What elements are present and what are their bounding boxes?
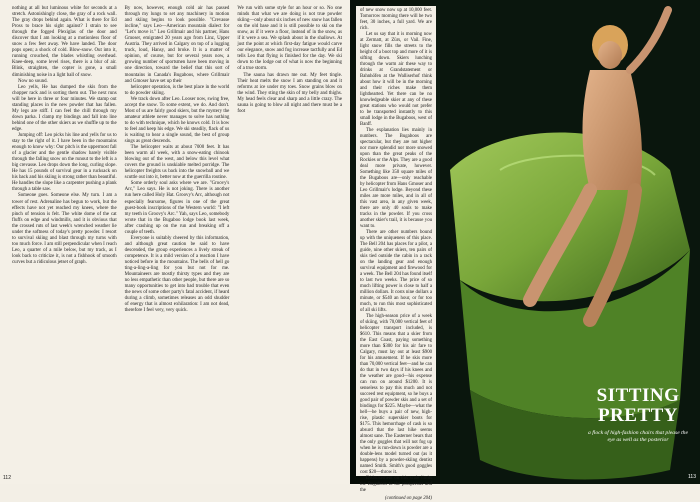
left-text-page <box>0 0 350 484</box>
paragraph: Jumping off: Leo picks his line and yells for us to stay to the right of it. I have been in the mountains enough to know why: Our pitch is the uppermost fall of a glacier and the gentle shadow barely visible through the falling snow on the runout to the left is a big crevasse. Leo drops down the long, curling slope. He has 15 pounds of survival gear in a rucksack on his back and his skiing is strong rather than beautiful. He handles the slope like a carpenter pushing a plank through a table saw. <box>12 132 117 193</box>
text-column-1 <box>12 6 117 468</box>
paragraph: Some orderly soul asks where we are. "Groovy's Arc," Leo says. He is not joking. There is another run here called Holy Hat. Groovy's Arc, although not especially fearsome, figures in one of the great guest-book inscriptions of the Western world: "I left my teeth in Groovy's Arc." Yah, says Leo, somebody wrote that in the Bugaboo lodge book last week, after crashing up on the run and breaking off a couple of teeth. <box>124 181 230 235</box>
paragraph: The explanation lies mainly in numbers. The Bugaboos are spectacular, but they are not higher nor more splendid nor more snowed upon than the great peaks of the Rockies or the Alps. They are a good deal more private, however. Something like 350 square miles of the Bugaboos are—only reachable by helicopter from Hans Gmoser and Leo Grillmair's lodge. Beyond these miles are more miles, and in all of this vast area, in any given week, there are only 40 souls to make tracks in the powder. If you cross another skier's trail, it is because you want to. <box>360 128 432 229</box>
page-number-left: 112 <box>3 475 11 481</box>
paragraph: nothing at all but luminous white for seconds at a stretch. Astonishingly close, the gray of a rock wall. The gray drops behind again. What is there for Ed Pross to brace his sight against? I strain to see through the fogged Plexiglas of the door and discover that I am looking at a motionless floor of snow a few feet away. We have landed. The door pops open; a shock of cold. Blow-snow. Out into it, running crouched, the blades whistling overhead. Knee-deep, some level rises, there is a blur of air. Blink, straighten, the copter is gone, a small diminishing noise in a light ball of snow. <box>12 6 117 78</box>
feature-headline <box>588 386 688 444</box>
right-text-column <box>356 6 436 501</box>
paragraph: Leo yells, He has dumped the skis from the chopper rack and is sorting them out. The next runs will be here in three or four minutes. We stamp out standing places in the new powder that has fallen. My legs are stiff. I can feel the chill through my down parka. I clamp my bindings and fall into line behind one of the other skiers as we shuffle up to the edge. <box>12 84 117 132</box>
text-column-3 <box>237 6 342 468</box>
paragraph: The helicopter waits at about 7000 feet. It has been warm all week, with a snow-eating chinook blowing out of the west, and below this level what covers the ground is unskiable melted porridge. The helicopter freights us back into the snowball and we scuttle out into it, better now at the guerrilla routine. <box>124 145 230 181</box>
text-columns <box>12 6 342 468</box>
paragraph: Let us say that it is morning now at Zermatt, at Zürs, or Vail. Fine, light snow fills the streets to the height of a boot top and more of it is sifting down. Skiers lunching through the warm air these way to drinks at Grandstatement or Bahnhöfen at the Walliserhof think about how it will be in the morning and their riches make them lighthearted. Yet there can be no knowledgeable skier at any of these great stations who would not prefer to be transported instantly to this small lodge in the Bugaboos, west of Banff. <box>360 32 432 127</box>
paragraph: Someone goes. Someone else. My turn. I am a tower of rest. Adrenaline has begun to work, but the effects have not yet reached my knees, where the pinch of tension is felt. The white dome of the cat fluffs on edge and windmills, and it is obvious that the crossed ruts of last week's wrenched weather lie under the softness of today's pretty powder. I resort to survival skiing and blast through my turns with too much force. I am still perpendicular when I reach Leo, a quarter of a mile below, but my track, as I look back to criticize it, is not a fishhook of smooth curves but a ridiculous jetset of graph. <box>12 193 117 265</box>
paragraph: Now no sound. <box>18 78 48 84</box>
right-photo-page <box>350 0 700 501</box>
headline-line-1: SITTING <box>596 385 680 406</box>
paragraph: of new snow now up at 10,000 feet. Tomorrow morning there will be two feet, 30 inches, a full yard. We are rich. <box>360 8 432 31</box>
text-column-2 <box>125 6 230 468</box>
paragraph: There are other numbers bound up with the uniqueness of this place. The Bell 204 has places for a pilot, a guide, nine other skiers, ten pairs of skis tied outside the cabin in a rack on the landing gear and enough survival equipment and firewood for a week. The Bell 204 has found itself to last two weeks. The price of so much lifting power is close to half a million dollars. It costs nine dollars a minute, or $540 an hour, or for too much, to run this most sophisticated of all ski lifts. <box>360 230 432 313</box>
paragraph: helicopter operation, is the best place in the world to do powder skiing. <box>124 84 230 96</box>
headline-dek: a flock of high-fashion chairs that please the eye as well as the posterior <box>588 430 688 443</box>
paragraph: Disbursement on this scale limits the Bugaboos to the prosperous and the <box>360 476 432 493</box>
paragraph: The high-season price of a week of skiing, with 70,000 vertical feet of helicopter transport included, is $610. This means that a skier from the East Coast, paying something more than $300 for his air fare to Calgary, must lay out at least $900 for his amusement. If he skis more than 70,000 vertical feet—and he can do that in two days if his knees and the weather are good—his expense can run on around $1200. It is senseless to pay this much and not succeed rest equipment, so he buys a good pair of powder skis and a set of bindings for $225. Maybe—what the hell—he buys a pair of new, high-rise, plastic superskier boots for $175. This hemorrhage of cash is so absurd that the last hike seems almost sane. The Easterner bears that the only goggles that will not fog up when he is run-down is powder are a double-lens model turned out (as it happens) by a powder-skiing dentist named Smith. Smith's good goggles cost $20—throw it. <box>360 314 432 475</box>
paragraph: We track down after Leo. Looser now, swing free, accept the snow. To some extent, we do. And don't. Most of us are fairly good skiers, but the mystery the amateur athlete never manages to solve has nothing to do with technique, which he knows cold. It is how to feel and keep his edge. We ski steadily, flack of us is waiting to hear a single sound, the best of group sings as great descends. <box>124 96 230 145</box>
paragraph: The sauna has drawn me out. My feet tingle. Their heat melts the snow I am standing on and it reforms at ice under my toes. Snow grains blow on the wind. They sting the skin of my belly and thighs. My head feels clear and sharp and a little crazy. The sauna is going to blow all night and there must be a foot <box>237 72 343 114</box>
paragraph: We run with some style for an hour or so. No one minds that what we are doing is not true powder skiing—only about six inches of new snow has fallen on the old base and it is still possible to ski on the snow, as if it were a floor, instead of in the snow, as if it were a sea. We splash about in the shallows. At just the point at which first-day fatigue would carve our elegance, snow and fog increase tactfully and Ed tells Leo that flying is finished for the day. We ski down to the lodge out of what is now the beginning of a true storm. <box>237 6 343 72</box>
page-number-right: 113 <box>688 474 696 480</box>
paragraph: By now, however, enough cold air has passed through my lungs to set any machinery in motion and skiing begins to look possible. "Crevasse incline," says Leo—American mountain dialect for "Let's move it." Leo Grillmair and his partner, Hans Gmoser, emigrated 20 years ago from Linz, Upper Austria. They arrived in Calgary on top of a lugging truck, loud, Hansy, and broke. It is a matter of opinion, of course, but for several years now, a growing number of sportsmen have been moving in one direction, toward the belief that this sort of mountains in Canada's Bugaboos, where Grillmair and Gmoser have set up their <box>124 6 230 84</box>
continued-note: (continued on page 204) <box>384 496 432 501</box>
paragraph: Everyone is suitably cheered by this information, and although great caution be said to have descended, the group experiences a lively streak of competence. It is a mild version of a reaction I have noticed before in the mountains. The bells of hell go ting-a-ling-a-ling for you but not for me. Mountaineers are mostly thirsty types and they are no less empathetic than other people, but there are so many opportunities to get into bad trouble that even the news of some other party's fatal accident, if heard during a climb, sometimes releases an odd shudder of energy that is almost exhilaration: I am not dead, therefore I feel very, very quick. <box>124 235 230 314</box>
headline-line-2: PRETTY <box>597 405 679 426</box>
